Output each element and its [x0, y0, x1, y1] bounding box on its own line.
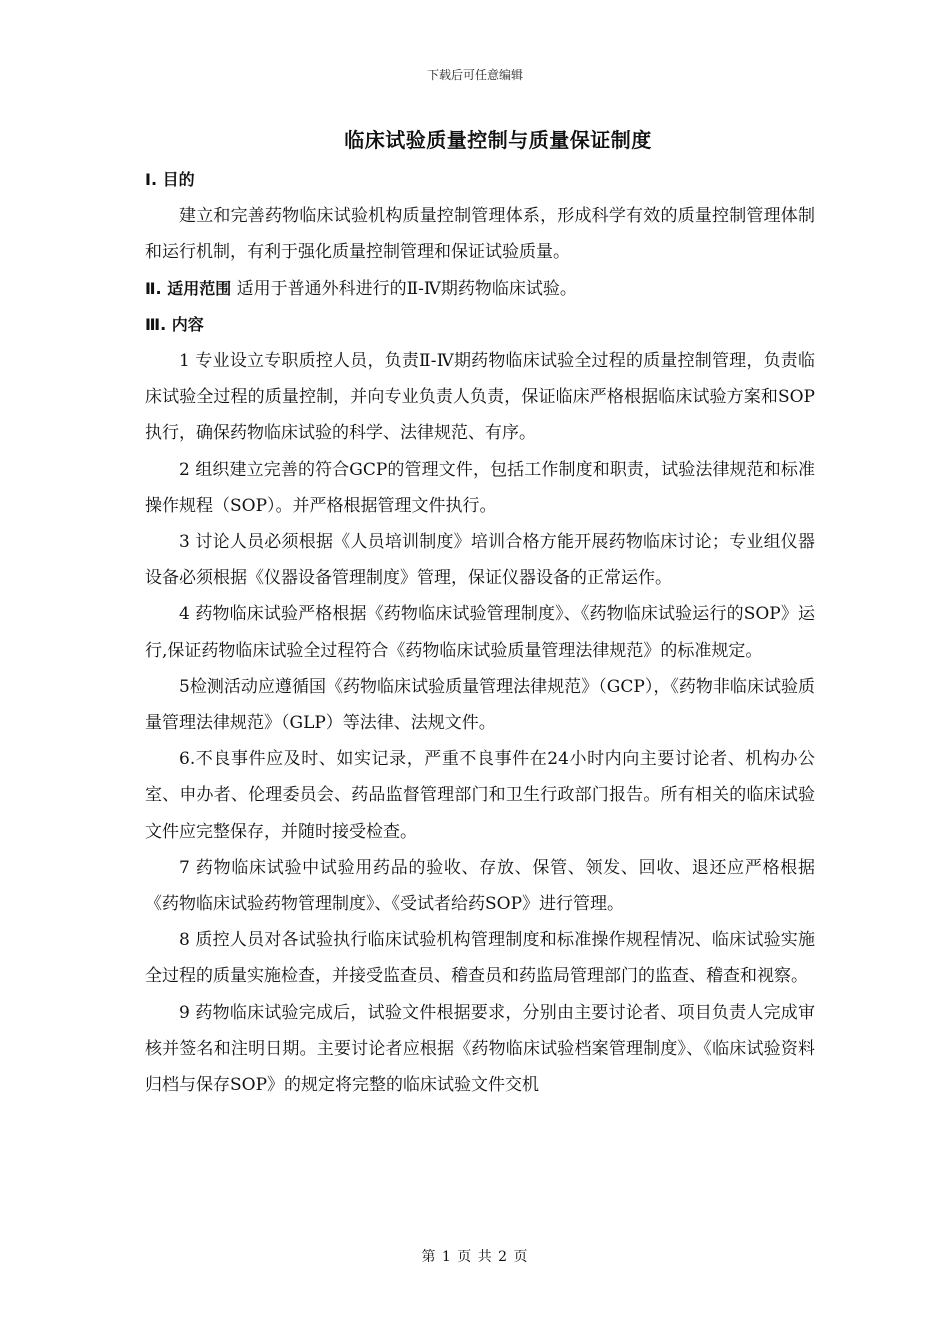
content-item: 2 组织建立完善的符合GCP的管理文件，包括工作制度和职责，试验法律规范和标准操作规程（SOP）。并严格根据管理文件执行。 [145, 459, 815, 516]
section-purpose-heading [145, 162, 815, 198]
page-number: 第 1 页 共 2 页 [421, 1249, 529, 1265]
content-item: 1 专业设立专职质控人员，负责Ⅱ-Ⅳ期药物临床试验全过程的质量控制管理，负责临床试验全过程的质量控制，并向专业负责人负责，保证临床严格根据临床试验方案和SOP执行，确保药物临床试验的科学、法律规范、有序。 [145, 351, 815, 444]
section-heading: Ⅱ. 适用范围 [145, 278, 232, 298]
section-scope-heading [145, 271, 815, 307]
content-item: 8 质控人员对各试验执行临床试验机构管理制度和标准操作规程情况、临床试验实施全过程的质量实施检查，并接受监查员、稽查员和药监局管理部门的监查、稽查和视察。 [145, 930, 815, 987]
header-note: 下载后可任意编辑 [426, 68, 523, 82]
content-item: 4 药物临床试验严格根据《药物临床试验管理制度》、《药物临床试验运行的SOP》运行,保证药物临床试验全过程符合《药物临床试验质量管理法律规范》的标准规定。 [145, 604, 815, 661]
document-body [145, 162, 815, 1103]
scope-text: 适用于普通外科进行的Ⅱ-Ⅳ期药物临床试验。 [236, 278, 577, 299]
content-item: 9 药物临床试验完成后，试验文件根据要求，分别由主要讨论者、项目负责人完成审核并签名和注明日期。主要讨论者应根据《药物临床试验档案管理制度》、《临床试验资料归档与保存SOP》的规定将完整的临床试验文件交机 [145, 1002, 815, 1096]
section-heading: Ⅲ. 内容 [145, 314, 204, 334]
section-heading: Ⅰ. 目的 [145, 170, 195, 189]
content-item: 3 讨论人员必须根据《人员培训制度》培训合格方能开展药物临床讨论；专业组仪器设备必须根据《仪器设备管理制度》管理，保证仪器设备的正常运作。 [145, 532, 815, 589]
purpose-paragraph: 建立和完善药物临床试验机构质量控制管理体系，形成科学有效的质量控制管理体制和运行机制，有利于强化质量控制管理和保证试验质量。 [145, 206, 815, 263]
content-item: 5检测活动应遵循国《药物临床试验质量管理法律规范》（GCP），《药物非临床试验质量管理法律规范》（GLP）等法律、法规文件。 [145, 676, 815, 734]
section-content-heading [145, 307, 815, 343]
document-title: 临床试验质量控制与质量保证制度 [344, 128, 652, 152]
content-item: 7 药物临床试验中试验用药品的验收、存放、保管、领发、回收、退还应严格根据《药物临床试验药物管理制度》、《受试者给药SOP》进行管理。 [145, 857, 815, 915]
content-item: 6.不良事件应及时、如实记录，严重不良事件在24小时内向主要讨论者、机构办公室、申办者、伦理委员会、药品监督管理部门和卫生行政部门报告。所有相关的临床试验文件应完整保存，并随时接受检查。 [145, 749, 815, 842]
